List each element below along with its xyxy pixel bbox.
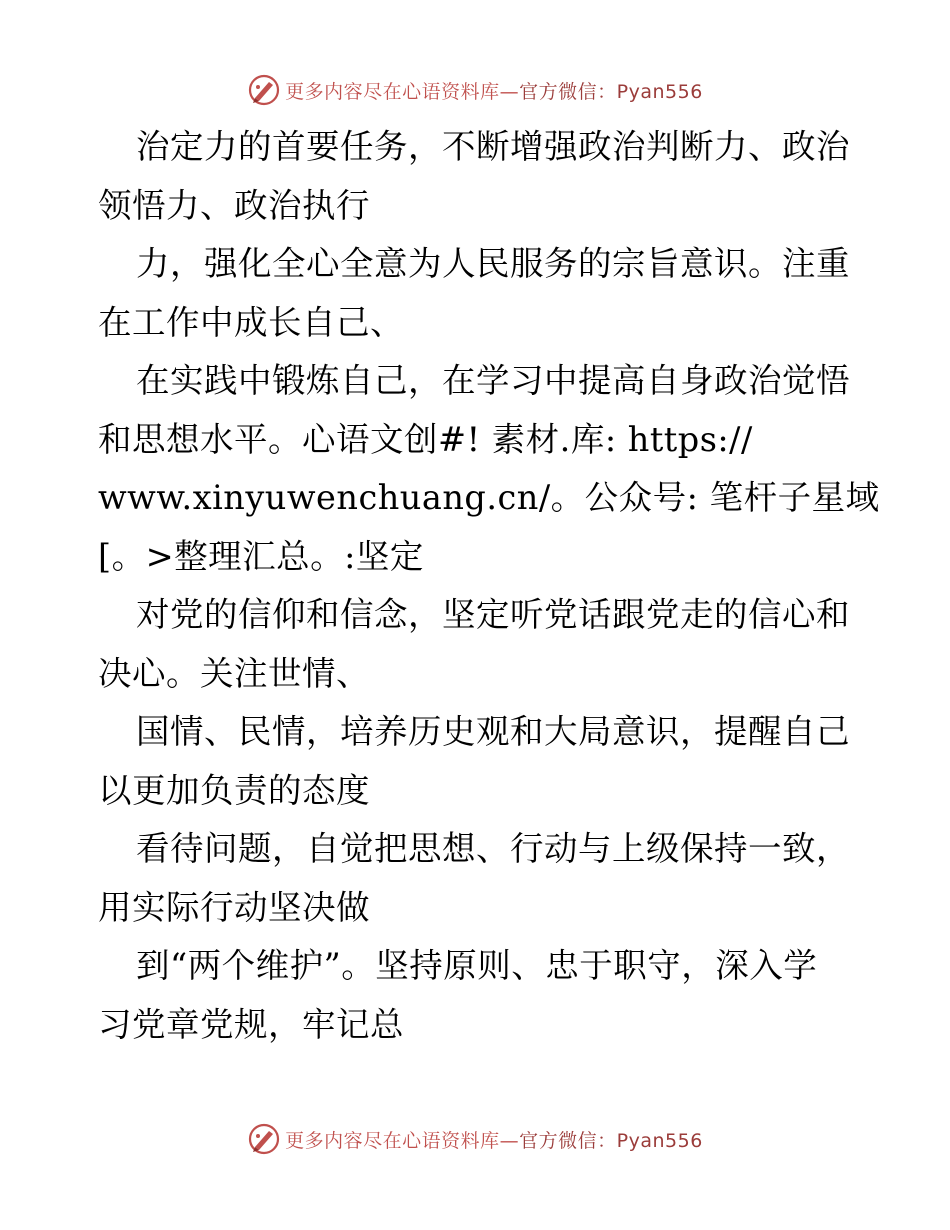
- text-line: [。>整理汇总。:坚定: [98, 536, 424, 576]
- text-line: 对党的信仰和信念，坚定听党话跟党走的信心和: [136, 595, 850, 634]
- footer-banner: [0, 1119, 950, 1159]
- pen-logo-icon: [247, 1122, 281, 1156]
- text-line: 和思想水平。心语文创#! 素材.库: https://: [98, 419, 753, 459]
- header-banner-text: [285, 77, 703, 104]
- text-line: 国情、民情，培养历史观和大局意识，提醒自己: [136, 712, 850, 751]
- text-line: 到“两个维护”。坚持原则、忠于职守，深入学: [136, 946, 818, 985]
- header-banner: [0, 70, 950, 110]
- text-line: 在实践中锻炼自己，在学习中提高自身政治觉悟: [136, 361, 850, 400]
- text-line: 领悟力、政治执行: [98, 185, 370, 225]
- footer-site-text: 更多内容尽在心语资料库—: [285, 1129, 520, 1152]
- text-line: 力，强化全心全意为人民服务的宗旨意识。注重: [136, 244, 850, 283]
- text-line: 习党章党规，牢记总: [98, 1004, 404, 1044]
- text-line: 在工作中成长自己、: [98, 302, 404, 342]
- text-line: 看待问题，自觉把思想、行动与上级保持一致，: [136, 829, 850, 868]
- header-wechat-text: 官方微信：Pyan556: [519, 80, 703, 103]
- footer-wechat-text: 官方微信：Pyan556: [519, 1129, 703, 1152]
- document-body: [98, 118, 880, 1054]
- pen-logo-icon: [247, 73, 281, 107]
- header-site-text: 更多内容尽在心语资料库—: [285, 80, 520, 103]
- text-line: 治定力的首要任务，不断增强政治判断力、政治: [136, 127, 850, 166]
- footer-banner-text: [285, 1126, 703, 1153]
- text-line: 用实际行动坚决做: [98, 887, 370, 927]
- text-line: www.xinyuwenchuang.cn/。公众号: 笔杆子星域: [98, 478, 880, 517]
- text-line: 以更加负责的态度: [98, 770, 370, 810]
- text-line: 决心。关注世情、: [98, 653, 370, 693]
